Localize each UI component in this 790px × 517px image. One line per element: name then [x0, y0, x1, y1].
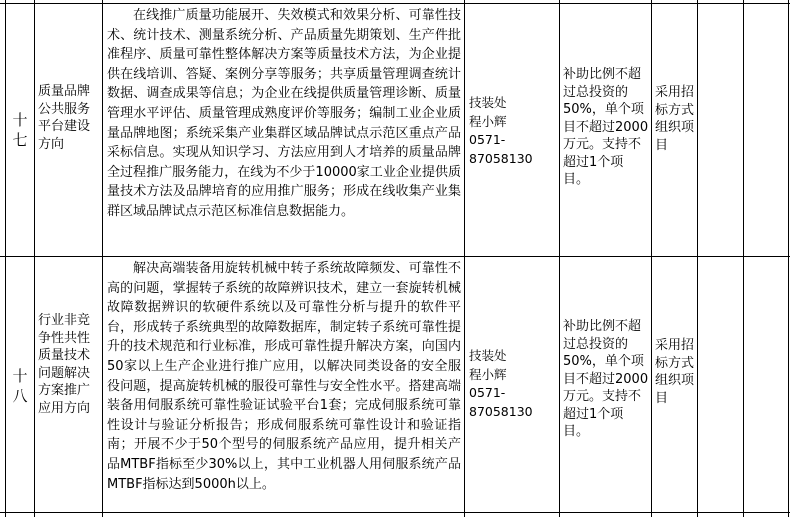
column-divider	[464, 0, 465, 517]
support-policy: 补助比例不超过总投资的50%，单个项目不超过2000万元。支持不超过1个项目。	[563, 67, 649, 187]
contact-info	[469, 347, 557, 421]
column-divider	[559, 0, 560, 517]
contact-info	[469, 94, 557, 168]
project-description: 解决高端装备用旋转机械中转子系统故障频发、可靠性不高的问题，掌握转子系统的故障辨识技术，建立一套旋转机械故障数据辨识的软硬件系统以及可靠性分析与提升的软件平台，形成转子系统典型的故障数据库，制定转子系统可靠性提升的技术规范和行业标准，形成可靠性提升解决方案，向国内50家以上生产企业进行推广应用，以解决同类设备的安全服役问题，提高旋转机械的服役可靠性与安全性水平。搭建高端装备用伺服系统可靠性验证试验平台1套；完成伺服系统可靠性设计与验证分析报告；形成伺服系统可靠性设计和验证指南；开展不少于50个型号的伺服系统产品应用，提升相关产品MTBF指标至少30%以上，其中工业机器人用伺服系统产品MTBF指标达到5000h以上。	[107, 261, 461, 492]
support-policy: 补助比例不超过总投资的50%，单个项目不超过2000万元。支持不超过1个项目。	[563, 319, 649, 439]
project-direction: 质量品牌公共服务平台建设方向	[38, 84, 91, 152]
contact-phone: 87058130	[469, 403, 533, 419]
row-number: 十八	[12, 367, 28, 405]
row-divider-bottom	[0, 512, 790, 513]
contact-phone: 87058130	[469, 150, 533, 166]
column-divider	[788, 0, 789, 517]
contact-name: 程小辉	[469, 366, 507, 382]
organization-method: 采用招标方式组织项目	[655, 85, 695, 153]
row-divider-top	[0, 3, 790, 4]
column-divider	[34, 0, 35, 517]
column-divider	[102, 0, 103, 517]
column-divider	[651, 0, 652, 517]
row-number: 十七	[12, 111, 28, 149]
contact-name: 程小辉	[469, 113, 507, 129]
column-divider	[743, 0, 744, 517]
column-divider	[697, 0, 698, 517]
project-description: 在线推广质量功能展开、失效模式和效果分析、可靠性技术、统计技术、测量系统分析、产品质量先期策划、生产件批准程序、质量可靠性整体解决方案等质量技术方法，为企业提供在线培训、答疑、案例分享等服务；共享质量管理调查统计数据、调查成果等信息；为企业在线提供质量管理诊断、质量管理水平评估、质量管理成熟度评价等服务；编制工业企业质量品牌地图；系统采集产业集群区域品牌试点示范区重点产品采标信息。实现从知识学习、方法应用到人才培养的质量品牌全过程推广服务能力，在线为不少于10000家工业企业提供质量技术方法及品牌培育的应用推广服务；形成在线收集产业集群区域品牌试点示范区标准信息数据能力。	[107, 8, 461, 219]
contact-phone-area: 0571-	[469, 385, 506, 400]
column-divider	[5, 0, 6, 517]
row-divider-middle	[0, 256, 790, 257]
contact-dept: 技装处	[469, 348, 507, 363]
contact-phone-area: 0571-	[469, 132, 506, 147]
project-direction: 行业非竞争性共性质量技术问题解决方案推广应用方向	[38, 313, 91, 416]
contact-dept: 技装处	[469, 95, 507, 110]
organization-method: 采用招标方式组织项目	[655, 338, 695, 406]
